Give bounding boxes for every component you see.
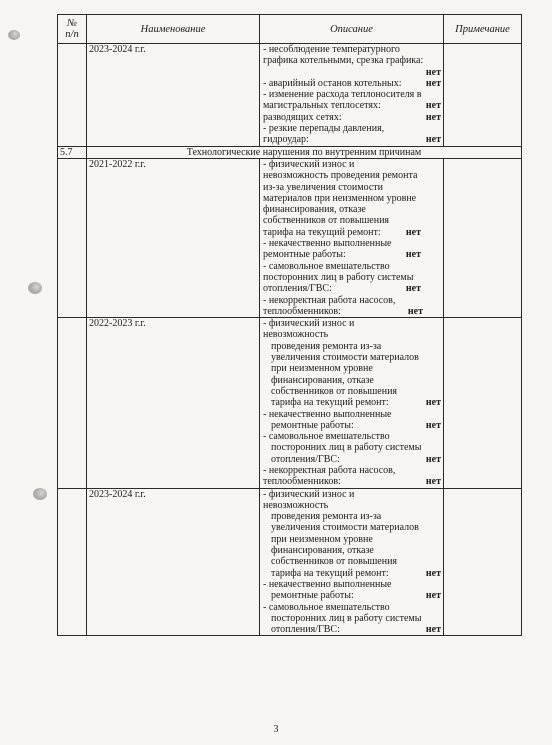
section-number: 5.7 bbox=[58, 146, 87, 158]
period-cell: 2023-2024 г.г. bbox=[87, 488, 260, 636]
period-cell: 2023-2024 г.г. bbox=[87, 44, 260, 147]
punch-hole-mark bbox=[8, 30, 20, 40]
technical-violations-table bbox=[57, 14, 522, 636]
period-cell: 2022-2023 г.г. bbox=[87, 318, 260, 488]
note-cell bbox=[444, 158, 522, 317]
header-number: № п/п bbox=[58, 15, 87, 44]
table-row bbox=[58, 318, 522, 488]
table-row bbox=[58, 488, 522, 636]
note-cell bbox=[444, 488, 522, 636]
punch-hole-mark bbox=[28, 282, 42, 294]
description-cell: - физический износ и невозможность проведения ремонта из-за увеличения стоимости материалов при неизменном уровне финансирования, отказе собственников от повышения тарифа на текущий ремонт: нет - некачественно выполненные ремонтные работы: нет - самовольное вмешательство посторонних лиц в работу системы отопления/ГВС: нет bbox=[260, 488, 444, 636]
table-row bbox=[58, 44, 522, 147]
note-cell bbox=[444, 318, 522, 488]
header-note: Примечание bbox=[444, 15, 522, 44]
description-cell: - несоблюдение температурного графика котельными, срезка графика: нет - аварийный останов котельных: нет - изменение расхода теплоносителя в магистральных теплосетях: нет разводящих сетях: нет - резкие перепады давления, гидроудар: нет bbox=[260, 44, 444, 147]
table-row bbox=[58, 158, 522, 317]
punch-hole-mark bbox=[33, 488, 47, 500]
section-title: Технологические нарушения по внутренним причинам bbox=[87, 146, 522, 158]
header-description: Описание bbox=[260, 15, 444, 44]
description-cell: - физический износ и невозможность проведения ремонта из-за увеличения стоимости материалов при неизменном уровне финансирования, отказе собственников от повышения тарифа на текущий ремонт: нет - некачественно выполненные ремонтные работы: нет - самовольное вмешательство посторонних лиц в работу системы отопления/ГВС: нет - некорректная работа насосов, теплообменников: нет bbox=[260, 158, 444, 317]
page-number: 3 bbox=[273, 724, 279, 735]
description-cell: - физический износ и невозможность проведения ремонта из-за увеличения стоимости материалов при неизменном уровне финансирования, отказе собственников от повышения тарифа на текущий ремонт: нет - некачественно выполненные ремонтные работы: нет - самовольное вмешательство посторонних лиц в работу системы отопления/ГВС: нет - некорректная работа насосов, теплообменников: нет bbox=[260, 318, 444, 488]
period-cell: 2021-2022 г.г. bbox=[87, 158, 260, 317]
note-cell bbox=[444, 44, 522, 147]
table-header-row bbox=[58, 15, 522, 44]
header-name: Наименование bbox=[87, 15, 260, 44]
section-row bbox=[58, 146, 522, 158]
